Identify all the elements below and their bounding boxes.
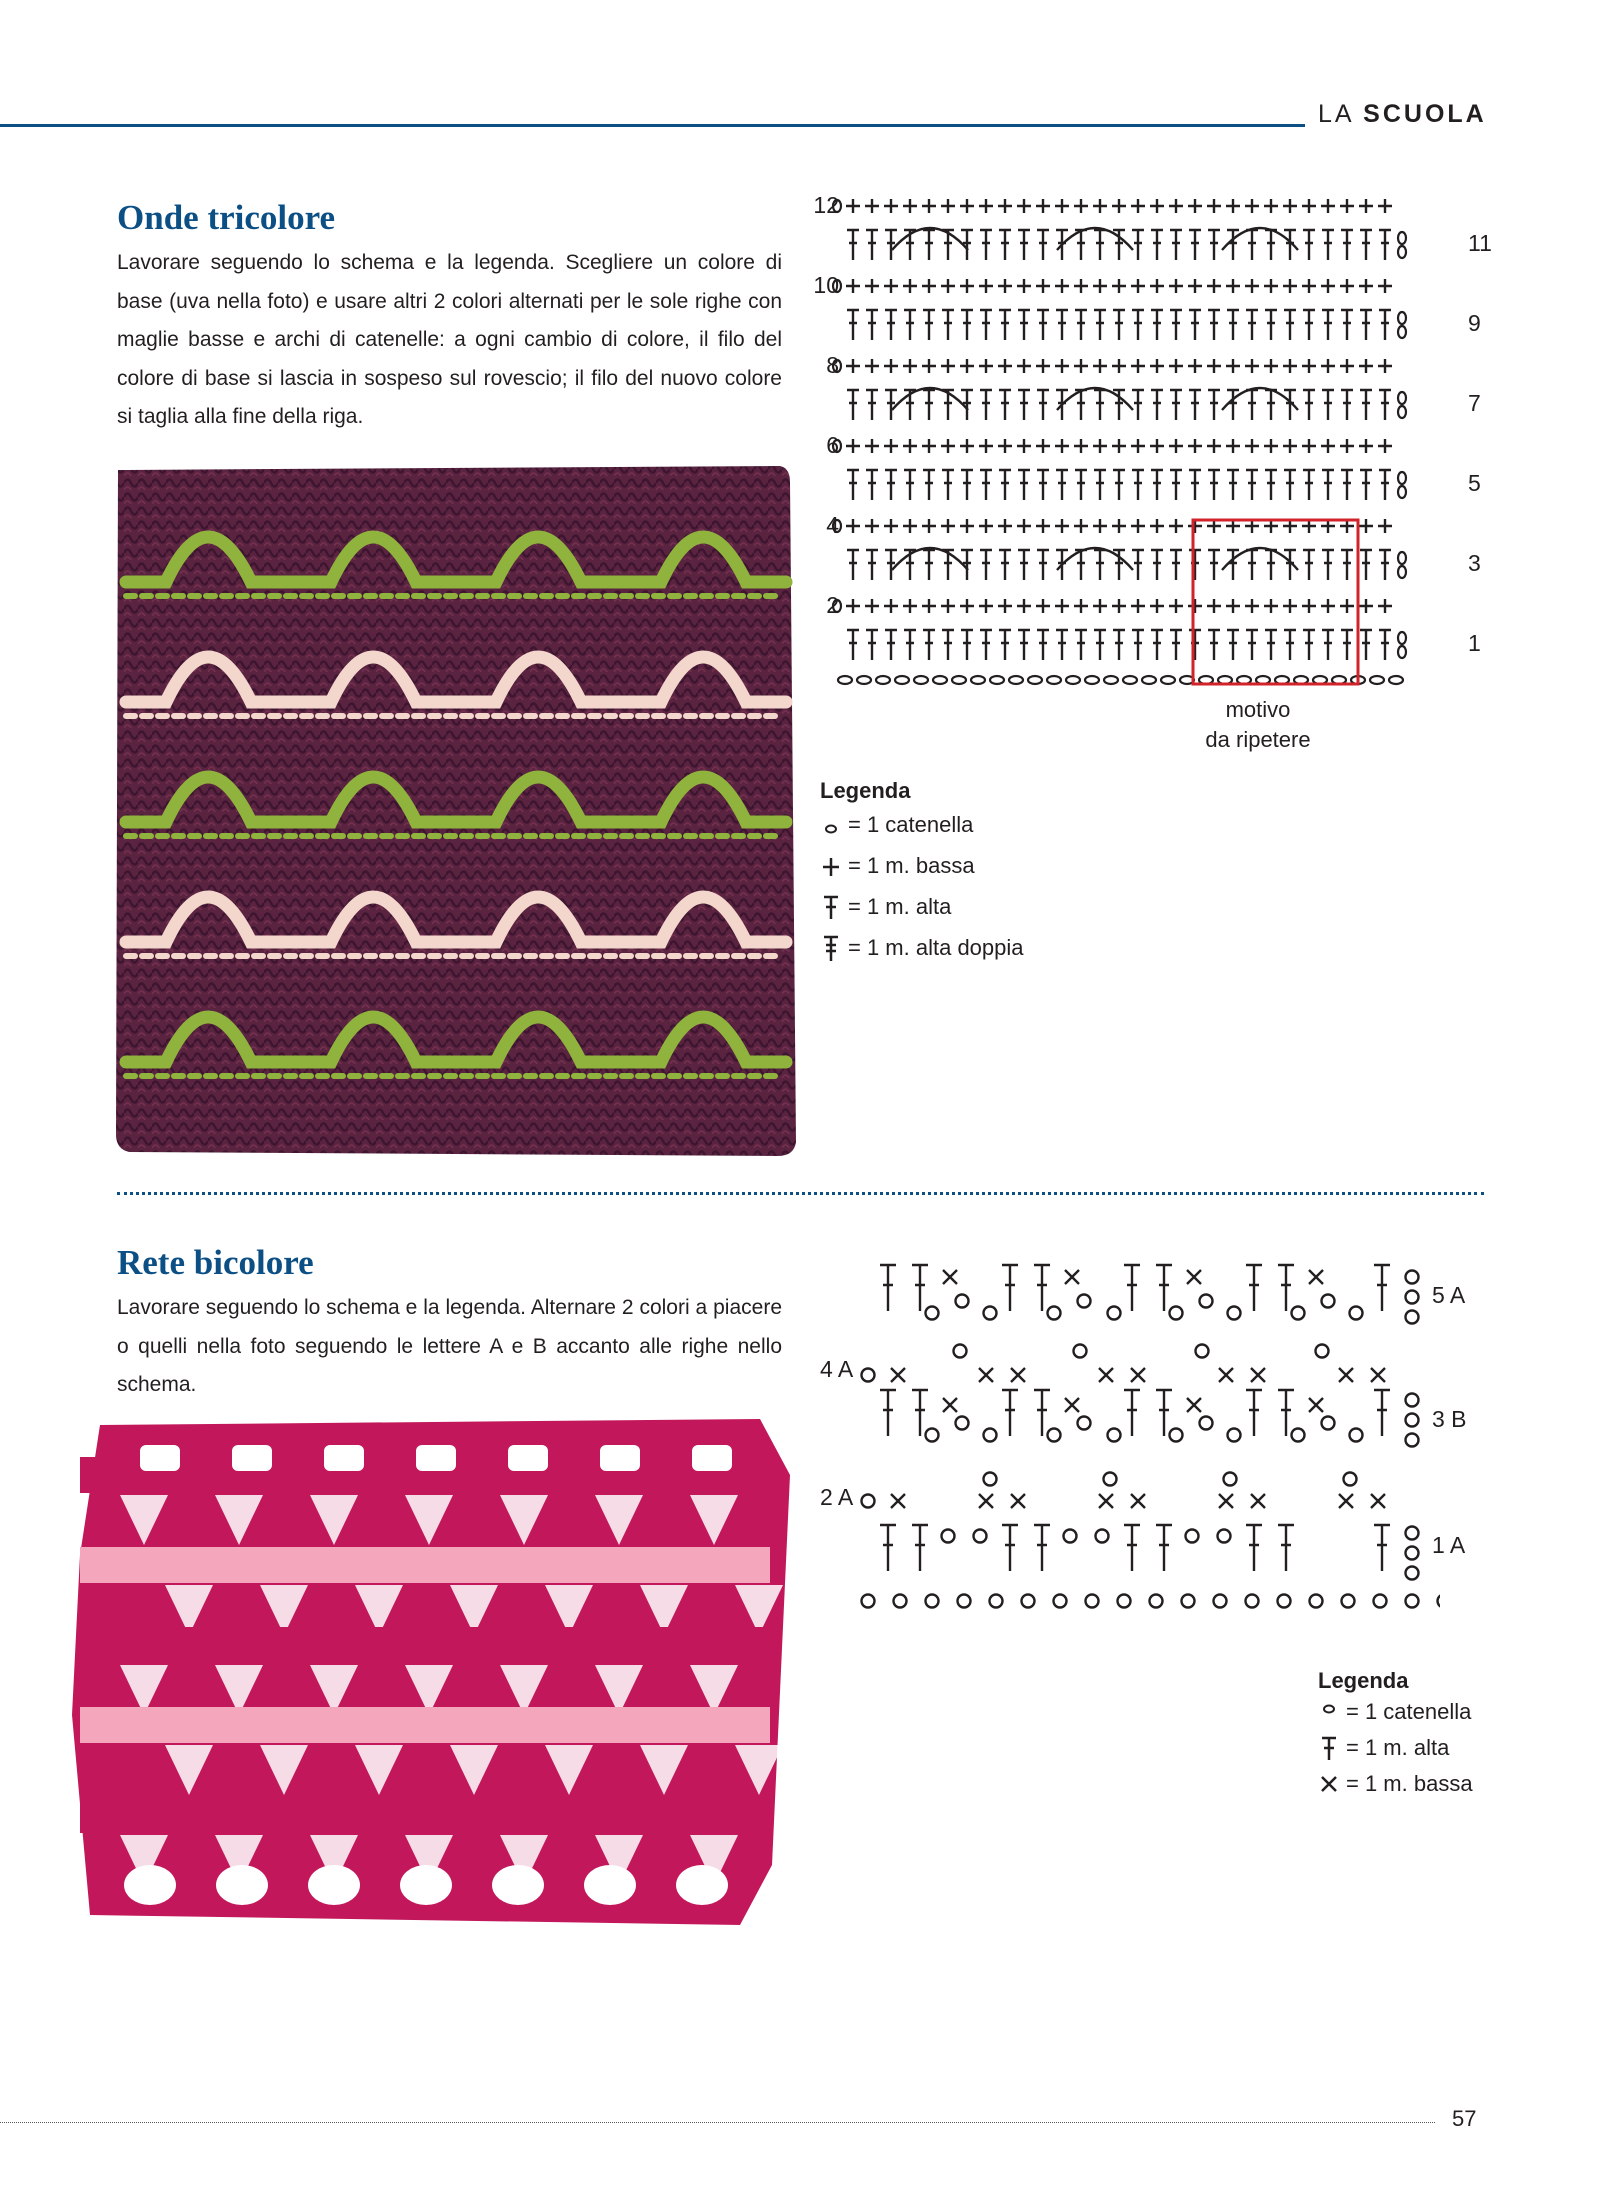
chart1-row-labels-left xyxy=(805,190,845,660)
chart2-label-3B: 3 B xyxy=(1432,1406,1467,1432)
row-label-12: 12 xyxy=(813,192,839,218)
legend-item-catenella: = 1 catenella xyxy=(820,804,1024,845)
repeat-label xyxy=(1178,695,1338,755)
page-number: 57 xyxy=(1452,2106,1477,2131)
legend-item-m-alta-doppia: = 1 m. alta doppia xyxy=(820,927,1024,968)
row-label-1: 1 xyxy=(1468,630,1481,656)
row-label-7: 7 xyxy=(1468,390,1481,416)
chart2-label-1A: 1 A xyxy=(1432,1532,1466,1558)
legend-item-m-alta: = 1 m. alta xyxy=(1318,1730,1473,1766)
legend-title: Legenda xyxy=(1318,1668,1409,1693)
double-crochet-symbol-icon xyxy=(820,894,842,920)
section2-title: Rete bicolore xyxy=(117,1243,314,1282)
legend-item-m-bassa: = 1 m. bassa xyxy=(1318,1766,1473,1802)
repeat-label-line2: da ripetere xyxy=(1205,727,1311,752)
header-section: SCUOLA xyxy=(1363,100,1487,128)
cross-symbol-icon xyxy=(1318,1773,1340,1795)
row-label-4: 4 xyxy=(826,512,839,538)
swatch-photo-onde xyxy=(110,462,800,1160)
chart2-label-5A: 5 A xyxy=(1432,1282,1466,1308)
footer-rule xyxy=(0,2122,1435,2123)
chain-symbol-icon xyxy=(820,814,842,836)
legend-item-m-bassa: = 1 m. bassa xyxy=(820,845,1024,886)
row-label-2: 2 xyxy=(826,592,839,618)
row-label-5: 5 xyxy=(1468,470,1481,496)
legend-rete xyxy=(1318,1668,1473,1802)
section-separator xyxy=(117,1192,1484,1195)
legend-title: Legenda xyxy=(820,778,911,803)
legend-onde xyxy=(820,778,1024,968)
chart2-label-4A: 4 A xyxy=(820,1356,854,1382)
running-header xyxy=(1318,100,1487,129)
stitch-chart-onde xyxy=(815,190,1505,750)
chart2-label-2A: 2 A xyxy=(820,1484,854,1510)
treble-crochet-symbol-icon xyxy=(820,934,842,962)
stitch-chart-rete xyxy=(860,1255,1440,1625)
chart1-row-labels-right xyxy=(1462,190,1502,660)
section2-paragraph: Lavorare seguendo lo schema e la legenda. Alternare 2 colori a piacere o quelli nella foto seguendo le lettere A e B accanto alle righe nello schema. xyxy=(117,1296,782,1396)
row-label-11: 11 xyxy=(1468,230,1492,256)
double-crochet-symbol-icon xyxy=(1318,1735,1340,1761)
row-label-3: 3 xyxy=(1468,550,1481,576)
single-crochet-symbol-icon xyxy=(820,855,842,877)
row-label-6: 6 xyxy=(826,432,839,458)
row-label-10: 10 xyxy=(813,272,839,298)
section1-paragraph: Lavorare seguendo lo schema e la legenda. Scegliere un colore di base (uva nella foto) e usare altri 2 colori alternati per le sole righe con maglie basse e archi di catenelle: a ogni cambio di colore, il filo del colore di base si lascia in sospeso sul rovescio; il filo del nuovo colore si taglia alla fine della riga. xyxy=(117,251,782,428)
legend-item-catenella: = 1 catenella xyxy=(1318,1694,1473,1730)
swatch-photo-rete xyxy=(60,1415,800,1935)
header-rule xyxy=(0,124,1305,127)
row-label-9: 9 xyxy=(1468,310,1481,336)
header-prefix: LA xyxy=(1318,100,1354,128)
repeat-label-line1: motivo xyxy=(1225,697,1291,722)
repeat-box xyxy=(1193,520,1358,684)
row-label-8: 8 xyxy=(826,352,839,378)
section1-title: Onde tricolore xyxy=(117,198,336,237)
legend-item-m-alta: = 1 m. alta xyxy=(820,886,1024,927)
chain-symbol-icon xyxy=(1318,1701,1340,1723)
